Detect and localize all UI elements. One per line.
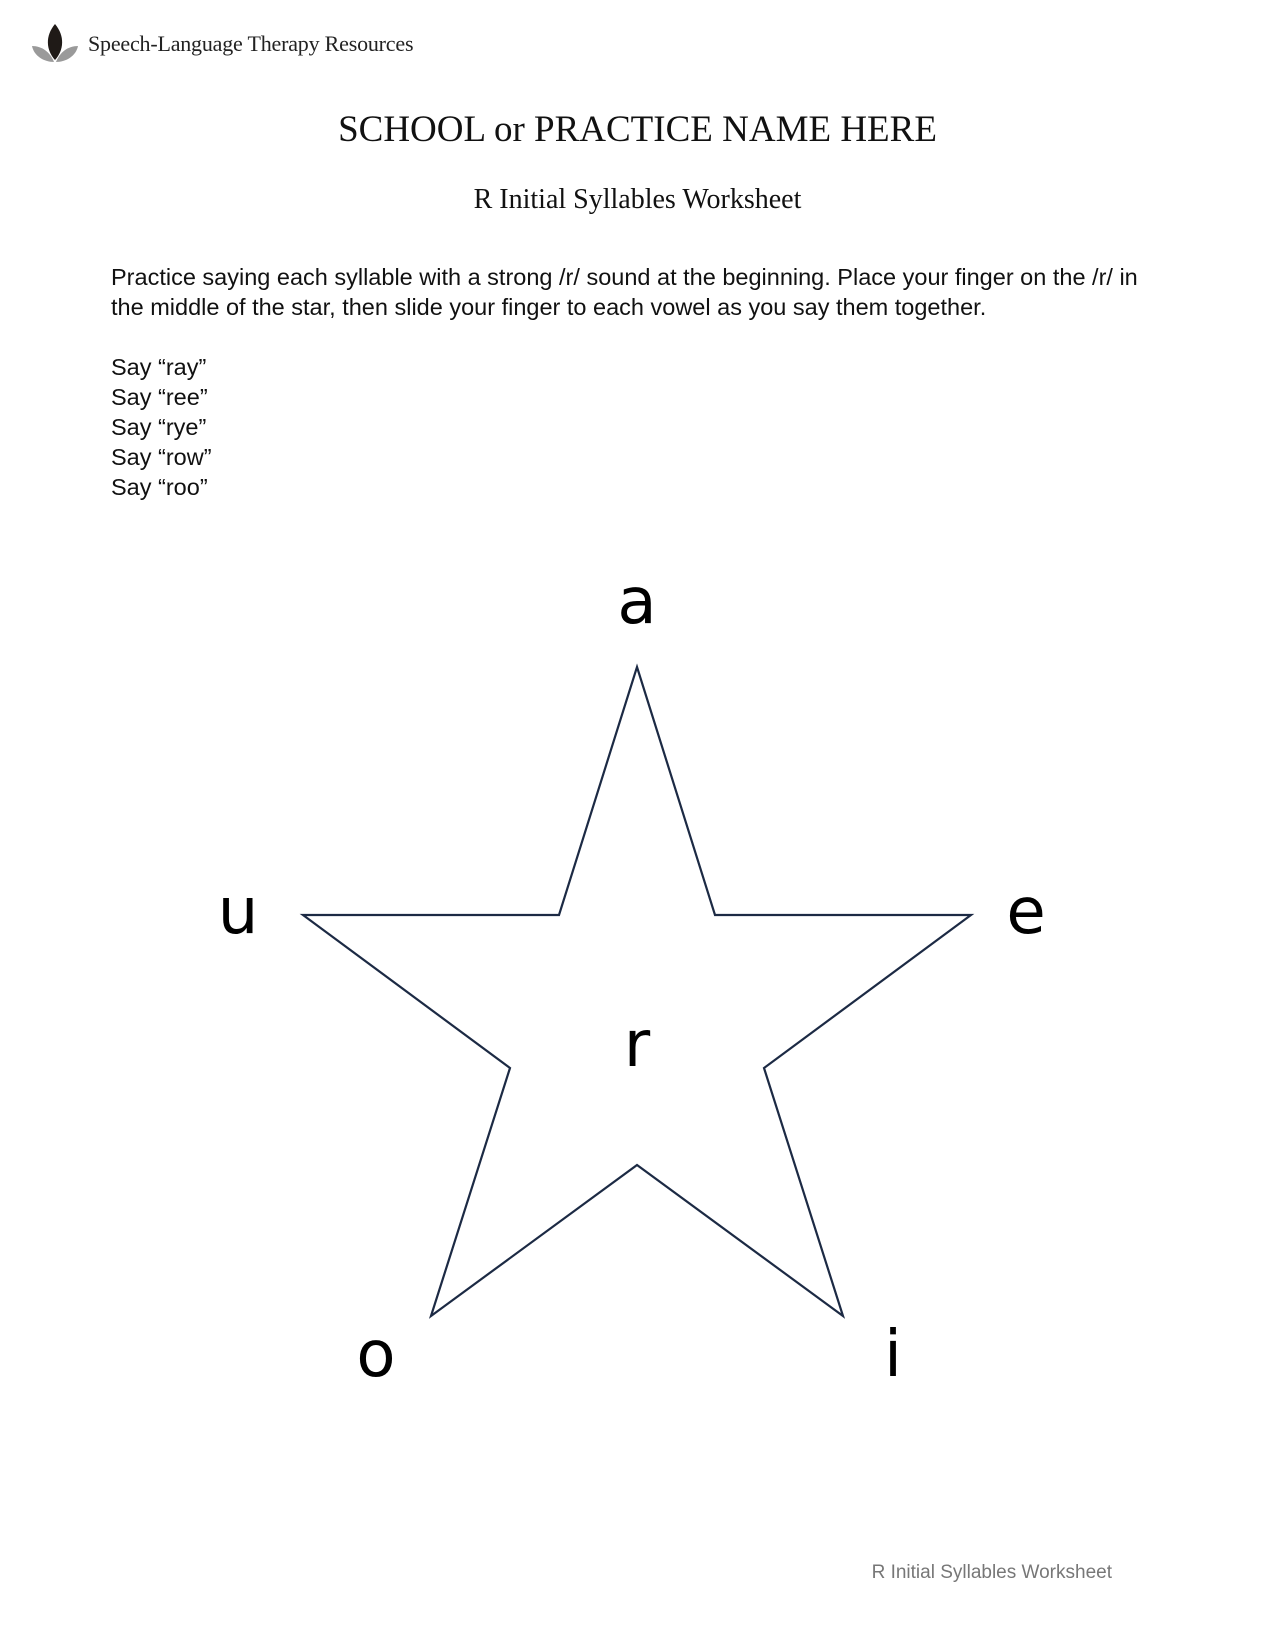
say-item: Say “row” [111, 444, 212, 470]
say-item: Say “rye” [111, 414, 207, 440]
vowel-a: a [617, 565, 657, 639]
brand-name: Speech-Language Therapy Resources [88, 31, 414, 56]
instructions-text: Practice saying each syllable with a strong /r/ sound at the beginning. Place your finger on the /r/ in the middle of the star, then slide your finger to each vowel as you say them together. [111, 264, 1138, 320]
say-item: Say “ree” [111, 384, 208, 410]
say-item: Say “roo” [111, 474, 208, 500]
say-item: Say “ray” [111, 354, 207, 380]
vowel-o: o [356, 1318, 396, 1392]
star-outline [303, 667, 971, 1316]
worksheet-subtitle: R Initial Syllables Worksheet [473, 184, 802, 215]
vowel-i: i [884, 1318, 902, 1392]
page-footer: R Initial Syllables Worksheet [871, 1562, 1112, 1583]
page-title: SCHOOL or PRACTICE NAME HERE [338, 109, 937, 150]
vowel-u: u [217, 875, 259, 949]
center-letter-r: r [623, 1008, 651, 1082]
vowel-e: e [1006, 875, 1046, 949]
